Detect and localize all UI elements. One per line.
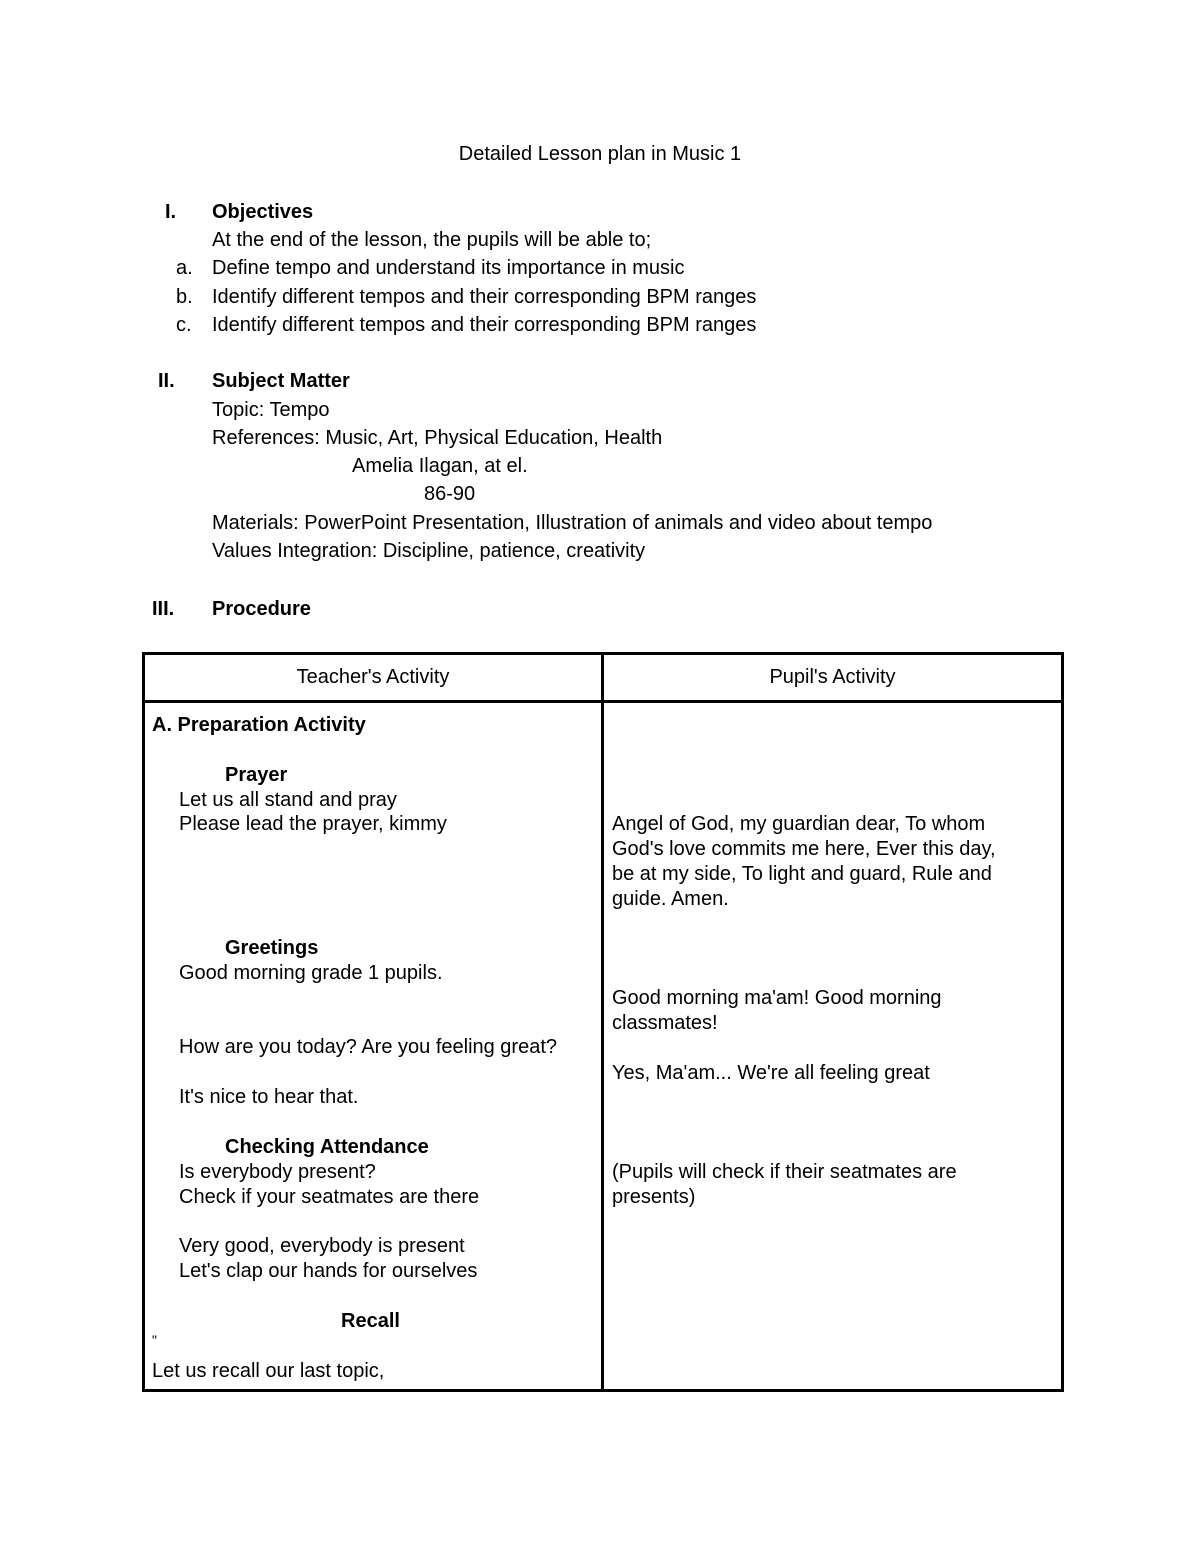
teacher-how-are-you: How are you today? Are you feeling great?	[179, 1036, 558, 1058]
pupil-prayer-line-2: God's love commits me here, Ever this day,	[612, 838, 996, 860]
pupil-greeting-line-1: Good morning ma'am! Good morning	[612, 987, 942, 1009]
procedure-table	[142, 652, 1064, 1392]
checking-attendance-heading: Checking Attendance	[225, 1136, 429, 1158]
preparation-activity-heading: A. Preparation Activity	[152, 714, 366, 736]
recall-heading: Recall	[341, 1310, 400, 1332]
pupil-attendance-line-2: presents)	[612, 1186, 696, 1208]
teacher-attendance-line-1: Is everybody present?	[179, 1161, 376, 1183]
materials-line: Materials: PowerPoint Presentation, Illustration of animals and video about tempo	[212, 512, 933, 534]
teacher-very-good-line-2: Let's clap our hands for ourselves	[179, 1260, 478, 1282]
teacher-activity-cell	[144, 702, 603, 1391]
objective-item-a: Define tempo and understand its importance in music	[212, 257, 685, 279]
teacher-attendance-line-2: Check if your seatmates are there	[179, 1186, 480, 1208]
pupil-activity-cell	[603, 702, 1063, 1391]
teacher-nice-line: It's nice to hear that.	[179, 1086, 359, 1108]
pupil-prayer-line-1: Angel of God, my guardian dear, To whom	[612, 813, 986, 835]
greetings-heading: Greetings	[225, 937, 319, 959]
procedure-heading: Procedure	[212, 598, 311, 620]
pupil-feeling-line: Yes, Ma'am... We're all feeling great	[612, 1062, 930, 1084]
teacher-greeting-line: Good morning grade 1 pupils.	[179, 962, 443, 984]
objective-marker-c: c.	[176, 314, 192, 336]
objective-item-b: Identify different tempos and their corresponding BPM ranges	[212, 286, 757, 308]
prayer-heading: Prayer	[225, 764, 288, 786]
objective-item-c: Identify different tempos and their corresponding BPM ranges	[212, 314, 757, 336]
subject-matter-numeral: II.	[158, 370, 175, 392]
values-integration-line: Values Integration: Discipline, patience, creativity	[212, 540, 646, 562]
quote-mark: "	[152, 1332, 157, 1348]
references-authors: Amelia Ilagan, at el.	[352, 455, 528, 477]
table-row	[144, 702, 1063, 1391]
objective-marker-b: b.	[176, 286, 193, 308]
teacher-prayer-line-1: Let us all stand and pray	[179, 789, 397, 811]
table-header-row	[144, 654, 1063, 702]
pupil-activity-header: Pupil's Activity	[603, 654, 1063, 702]
document-title: Detailed Lesson plan in Music 1	[458, 143, 742, 165]
objectives-numeral: I.	[165, 201, 177, 223]
subject-matter-heading: Subject Matter	[212, 370, 350, 392]
objectives-heading: Objectives	[212, 201, 314, 223]
objectives-intro: At the end of the lesson, the pupils will be able to;	[212, 229, 652, 251]
pupil-prayer-line-3: be at my side, To light and guard, Rule and	[612, 863, 992, 885]
topic-line: Topic: Tempo	[212, 399, 330, 421]
teacher-recall-line: Let us recall our last topic,	[152, 1360, 385, 1382]
teacher-prayer-line-2: Please lead the prayer, kimmy	[179, 813, 447, 835]
references-pages: 86-90	[424, 483, 476, 505]
teacher-very-good-line-1: Very good, everybody is present	[179, 1235, 465, 1257]
pupil-greeting-line-2: classmates!	[612, 1012, 718, 1034]
references-line: References: Music, Art, Physical Education, Health	[212, 427, 663, 449]
objective-marker-a: a.	[176, 257, 193, 279]
teacher-activity-header: Teacher's Activity	[144, 654, 603, 702]
pupil-prayer-line-4: guide. Amen.	[612, 888, 729, 910]
pupil-attendance-line-1: (Pupils will check if their seatmates are	[612, 1161, 957, 1183]
procedure-numeral: III.	[152, 598, 175, 620]
